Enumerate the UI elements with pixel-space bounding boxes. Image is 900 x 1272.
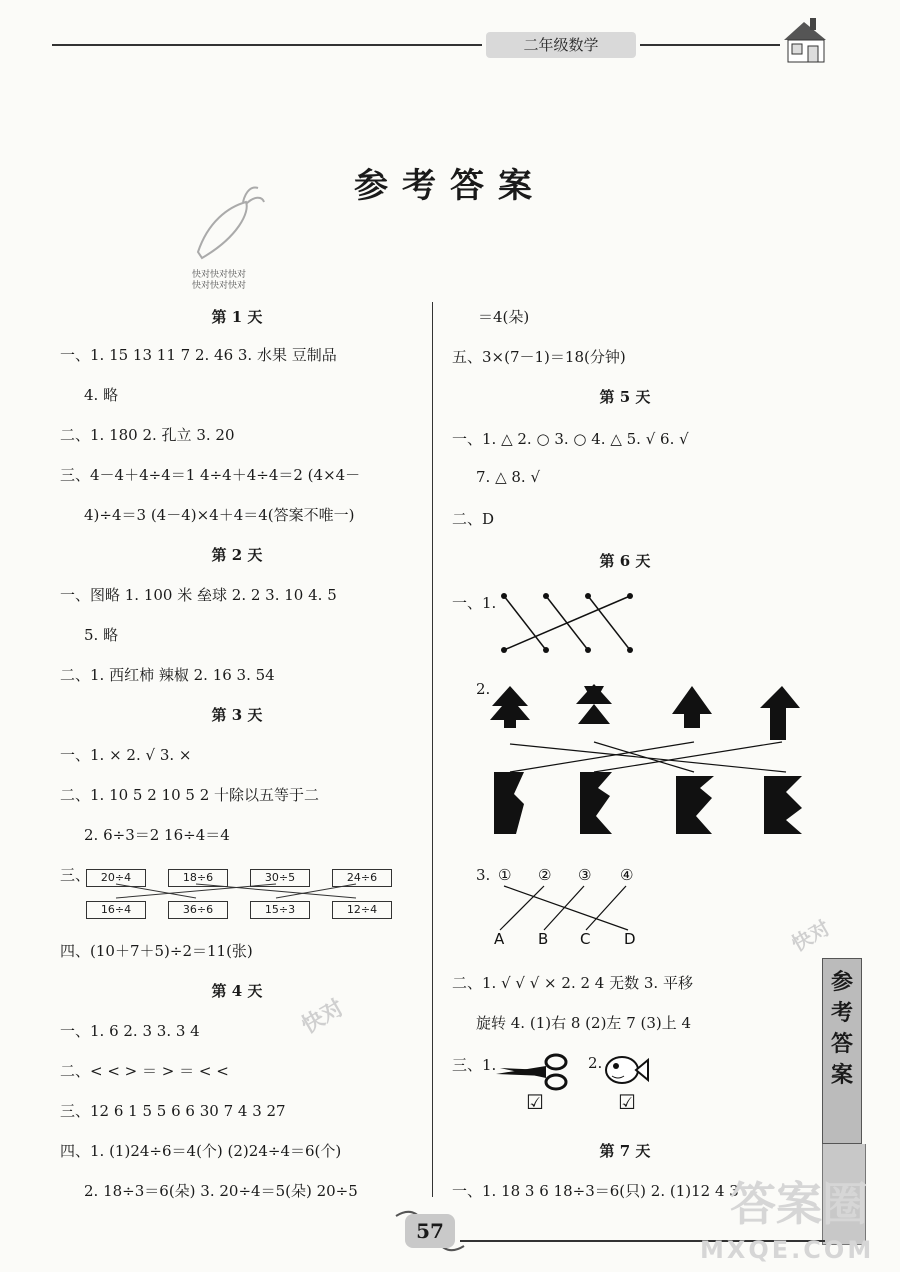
- answer-line: 4)÷4＝3 (4－4)×4＋4＝4(答案不唯一): [84, 506, 355, 524]
- answer-label: 2.: [476, 680, 491, 698]
- answer-label: 2.: [588, 1054, 603, 1072]
- answer-label: 一、1.: [452, 594, 497, 612]
- heading-day6: 第 6 天: [599, 552, 651, 570]
- answer-line: 二、< < > ＝ > ＝ < <: [60, 1062, 229, 1080]
- answer-line: 一、图略 1. 100 米 垒球 2. 2 3. 10 4. 5: [60, 586, 337, 604]
- heading-day2: 第 2 天: [211, 546, 263, 564]
- box-row-bottom: 16÷4 36÷6 15÷3 12÷4: [86, 898, 414, 919]
- subject-banner: 二年级数学: [486, 32, 636, 58]
- answer-line: 四、1. (1)24÷6＝4(个) (2)24÷4＝6(个): [60, 1142, 342, 1160]
- answer-line: 7. △ 8. √: [476, 468, 541, 486]
- heading-day1: 第 1 天: [211, 308, 263, 326]
- answer-line: 一、1. 15 13 11 7 2. 46 3. 水果 豆制品: [60, 346, 337, 364]
- answer-line: 5. 略: [84, 626, 119, 644]
- answer-line: 2. 6÷3＝2 16÷4＝4: [84, 826, 230, 844]
- match-label: ①: [498, 866, 512, 884]
- answer-line: 二、D: [452, 510, 495, 528]
- carrot-icon: [188, 182, 268, 266]
- scissors-icon: [494, 1052, 570, 1092]
- checkbox-checked: ☑: [526, 1090, 544, 1114]
- answer-label: 三、: [60, 866, 91, 884]
- answer-line: 四、(10＋7＋5)÷2＝11(张): [60, 942, 253, 960]
- match-label: D: [624, 930, 636, 948]
- answer-line: 五、3×(7－1)＝18(分钟): [452, 348, 626, 366]
- watermark-kuaidui: 快对: [787, 915, 835, 957]
- checkbox-checked: ☑: [618, 1090, 636, 1114]
- heading-day3: 第 3 天: [211, 706, 263, 724]
- answer-line: 一、1. △ 2. ○ 3. ○ 4. △ 5. √ 6. √: [452, 430, 689, 448]
- answer-line: 一、1. × 2. √ 3. ×: [60, 746, 192, 764]
- match-label: C: [580, 930, 591, 948]
- fish-icon: [602, 1050, 650, 1086]
- answer-label: 三、1.: [452, 1056, 497, 1074]
- match-label: ②: [538, 866, 552, 884]
- header-rule-right: [640, 44, 780, 46]
- match-label: B: [538, 930, 549, 948]
- match-label: ③: [578, 866, 592, 884]
- header-rule-left: [52, 44, 482, 46]
- watermark-main: 答案圈: [730, 1177, 868, 1231]
- answer-line: 三、12 6 1 5 5 6 6 30 7 4 3 27: [60, 1102, 286, 1120]
- answer-line: 二、1. 10 5 2 10 5 2 十除以五等于二: [60, 786, 320, 804]
- watermark-kuaidui: 快对: [297, 995, 349, 1040]
- column-divider: [432, 302, 433, 1197]
- answer-line: 三、4－4＋4÷4＝1 4÷4＋4÷4＝2 (4×4－: [60, 466, 361, 484]
- answer-line: 二、1. 西红柿 辣椒 2. 16 3. 54: [60, 666, 275, 684]
- page-number: 57: [405, 1214, 455, 1248]
- box-row-top: 20÷4 18÷6 30÷5 24÷6: [86, 866, 414, 887]
- answer-line: 二、1. √ √ √ × 2. 2 4 无数 3. 平移: [452, 974, 693, 992]
- dot-matching-figure: [490, 590, 640, 656]
- answer-line: 二、1. 180 2. 孔立 3. 20: [60, 426, 235, 444]
- box-match-lines: [86, 882, 416, 900]
- house-icon: [780, 16, 830, 64]
- answer-label: 3.: [476, 866, 491, 884]
- heading-day4: 第 4 天: [211, 982, 263, 1000]
- answer-line: 4. 略: [84, 386, 119, 404]
- circle-letter-matching: [486, 866, 646, 950]
- match-label: A: [494, 930, 505, 948]
- heading-day5: 第 5 天: [599, 388, 651, 406]
- page-title: 参考答案: [354, 166, 546, 206]
- answer-line: 一、1. 18 3 6 18÷3＝6(只) 2. (1)12 4 3: [452, 1182, 739, 1200]
- answer-line: 2. 18÷3＝6(朵) 3. 20÷4＝5(朵) 20÷5: [84, 1182, 358, 1200]
- answer-line: 一、1. 6 2. 3 3. 3 4: [60, 1022, 200, 1040]
- side-tab: 参 考 答 案: [822, 958, 862, 1144]
- heading-day7: 第 7 天: [599, 1142, 651, 1160]
- stamp-text: 快对快对快对 快对快对快对: [192, 270, 247, 291]
- answer-line: 旋转 4. (1)右 8 (2)左 7 (3)上 4: [476, 1014, 692, 1032]
- answer-line: ＝4(朵): [478, 308, 530, 326]
- shape-matching-figure: [486, 684, 806, 840]
- match-label: ④: [620, 866, 634, 884]
- watermark-url: MXQE.COM: [700, 1236, 875, 1264]
